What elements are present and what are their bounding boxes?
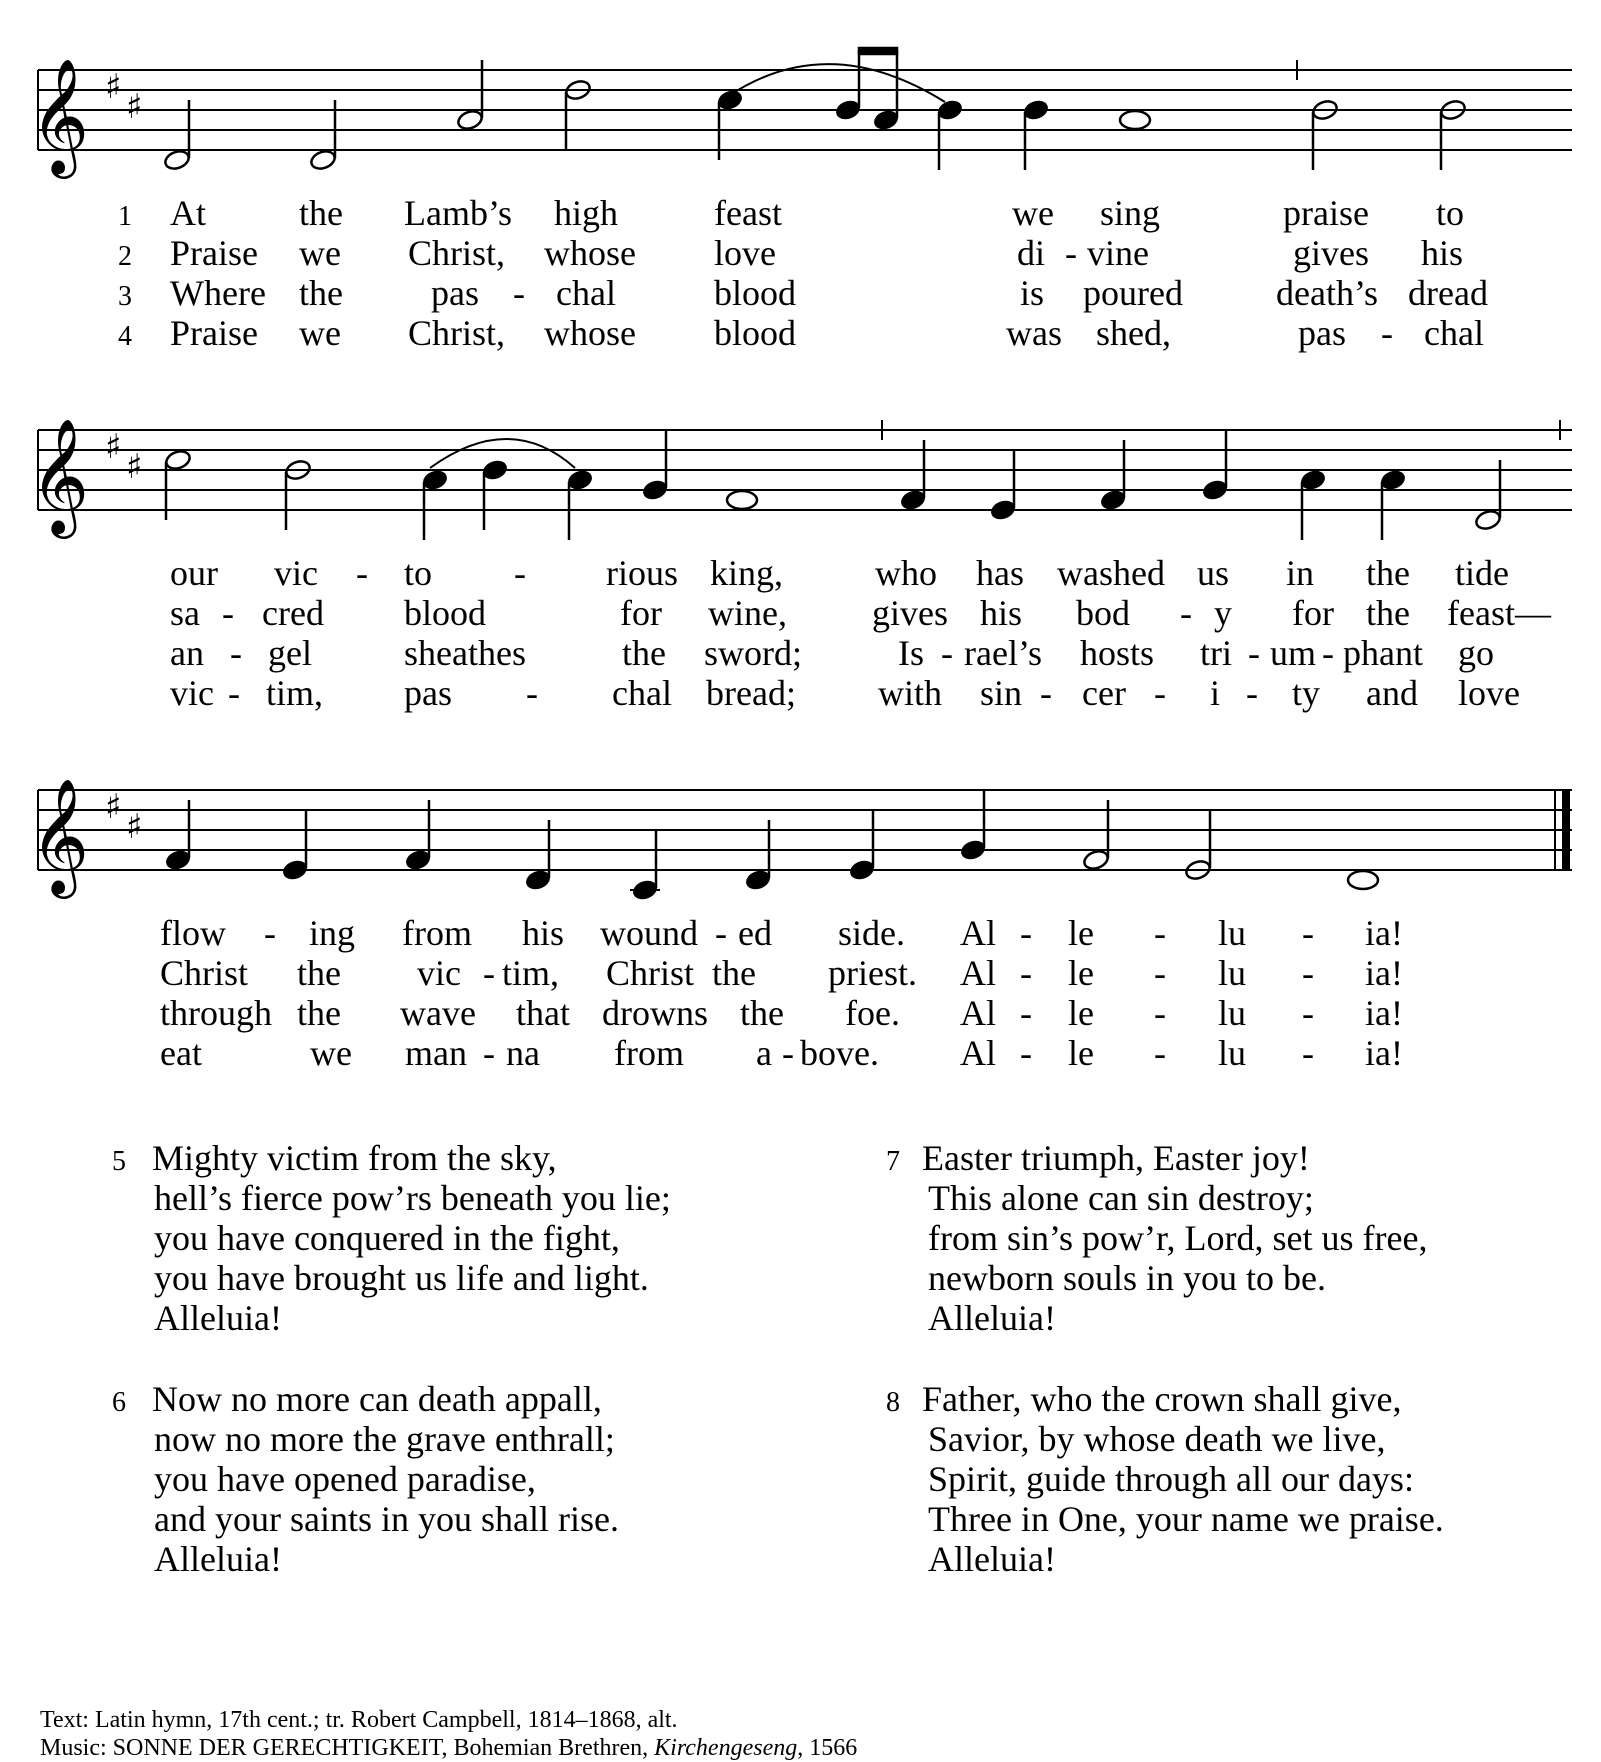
svg-text:♯: ♯ [105,67,122,107]
lyric-syllable: Praise [170,313,258,353]
lyric-syllable: us [1197,553,1230,593]
lyric-syllable: - [1302,913,1314,953]
lyric-syllable: na [506,1033,540,1073]
lyric-syllable: le [1068,913,1094,953]
lyric-syllable: tim, [502,953,560,993]
lyric-syllable: - [483,1033,495,1073]
svg-text:♯: ♯ [105,427,122,467]
lyric-syllable: - [782,1033,794,1073]
lyric-syllable: with [878,673,943,713]
lyric-syllable: chal [1424,313,1484,353]
music-system-3 [0,760,1601,900]
lyric-syllable: - [1302,993,1314,1033]
lyric-line [0,953,1601,993]
lyric-syllable: phant [1343,633,1423,673]
lyric-syllable: - [1154,993,1166,1033]
stanza-line: Alleluia! [928,1539,1056,1579]
lyric-syllable: to [404,553,433,593]
staff-1 [0,40,1601,180]
lyric-syllable: for [1292,593,1334,633]
lyric-syllable: the [1366,593,1410,633]
lyric-syllable: - [1322,633,1334,673]
lyric-syllable: vic [274,553,318,593]
lyric-syllable: vic [417,953,461,993]
verse-number: 2 [118,241,132,272]
lyric-syllable: bove. [800,1033,879,1073]
lyric-line [0,673,1601,713]
lyric-syllable: - [1381,313,1393,353]
lyric-syllable: le [1068,993,1094,1033]
lyric-syllable: man [405,1033,467,1073]
stanza-number: 7 [886,1146,900,1177]
lyric-syllable: pas [1298,313,1346,353]
stanza-line: This alone can sin destroy; [928,1178,1314,1218]
lyric-syllable: - [222,593,234,633]
lyric-syllable: - [513,273,525,313]
lyric-syllable: ed [738,913,772,953]
lyric-syllable: y [1214,593,1232,633]
lyric-syllable: gives [872,593,948,633]
lyric-syllable: Al [960,1033,996,1073]
lyric-syllable: ia! [1365,1033,1403,1073]
verse-number: 3 [118,281,132,312]
treble-clef-icon: 𝄞 [30,417,90,534]
stanza-line: Alleluia! [154,1539,282,1579]
lyric-syllable: we [310,1033,352,1073]
lyric-line [0,193,1601,233]
lyric-syllable: ia! [1365,993,1403,1033]
lyric-line [0,1033,1601,1073]
lyric-syllable: - [264,913,276,953]
lyric-syllable: wound [600,913,698,953]
lyric-syllable: bod [1076,593,1130,633]
stanza-line: Alleluia! [154,1298,282,1338]
lyric-syllable: that [516,993,570,1033]
lyric-syllable: tri [1200,633,1232,673]
lyric-syllable: from [614,1033,684,1073]
lyric-syllable: side. [838,913,905,953]
stanza-line: Easter triumph, Easter joy! [922,1138,1310,1178]
lyric-syllable: praise [1283,193,1369,233]
svg-text:♯: ♯ [126,447,143,487]
lyric-syllable: sing [1100,193,1161,233]
lyric-syllable: lu [1218,993,1247,1033]
lyric-syllable: - [1154,953,1166,993]
lyric-syllable: - [483,953,495,993]
lyric-syllable: lu [1218,953,1247,993]
music-credit-source: Kirchengeseng [654,1735,798,1761]
stanza-line: Savior, by whose death we live, [928,1419,1386,1459]
lyric-syllable: sin [980,673,1023,713]
lyric-syllable: hosts [1080,633,1155,673]
lyric-syllable: - [1246,673,1258,713]
lyric-syllable: rious [606,553,678,593]
lyric-syllable: chal [612,673,672,713]
lyric-syllable: di [1017,233,1046,273]
lyric-syllable: - [1020,913,1032,953]
stanza-line: Three in One, your name we praise. [928,1499,1444,1539]
lyric-syllable: - [1065,233,1077,273]
lyric-syllable: whose [544,313,636,353]
lyric-syllable: and [1366,673,1418,713]
text-credit: Text: Latin hymn, 17th cent.; tr. Robert Campbell, 1814–1868, alt. [40,1707,678,1733]
lyric-syllable: tim, [266,673,324,713]
lyric-syllable: blood [714,273,797,313]
lyric-syllable: foe. [845,993,900,1033]
lyric-syllable: chal [556,273,616,313]
lyric-syllable: - [356,553,368,593]
lyric-syllable: - [1020,993,1032,1033]
stanza-line: Now no more can death appall, [152,1379,602,1419]
lyric-syllable: - [941,633,953,673]
lyric-syllable: his [1421,233,1464,273]
lyric-syllable: - [514,553,526,593]
lyric-syllable: blood [404,593,487,633]
lyric-syllable: - [526,673,538,713]
lyric-syllable: the [297,953,341,993]
lyric-syllable: Where [170,273,266,313]
lyric-syllable: Al [960,953,996,993]
lyric-syllable: blood [714,313,797,353]
lyric-syllable: Al [960,993,996,1033]
lyric-syllable: - [1248,633,1260,673]
lyric-syllable: gives [1293,233,1369,273]
lyric-syllable: dread [1408,273,1488,313]
lyric-syllable: - [228,673,240,713]
lyric-syllable: - [1302,953,1314,993]
music-credit-prefix: Music: SONNE DER GERECHTIGKEIT, Bohemian Brethren, [40,1735,655,1761]
lyric-syllable: is [1020,273,1045,313]
treble-clef-icon: 𝄞 [30,57,90,174]
lyric-syllable: the [712,953,756,993]
lyric-syllable: gel [268,633,312,673]
lyric-syllable: ty [1292,673,1321,713]
stanza-line: Alleluia! [928,1298,1056,1338]
lyric-syllable: vic [170,673,214,713]
lyric-syllable: - [1302,1033,1314,1073]
lyric-syllable: - [1040,673,1052,713]
lyric-syllable: through [160,993,272,1033]
lyric-syllable: Christ, [408,313,506,353]
lyric-syllable: - [1154,673,1166,713]
lyric-syllable: for [620,593,662,633]
lyric-syllable: we [299,313,341,353]
stanza-line: you have conquered in the fight, [154,1218,620,1258]
lyric-syllable: ia! [1365,913,1403,953]
stanza-line: hell’s fierce pow’rs beneath you lie; [154,1178,671,1218]
lyric-syllable: rael’s [964,633,1042,673]
lyric-line [0,593,1601,633]
lyric-syllable: Christ [160,953,249,993]
lyric-syllable: his [980,593,1023,633]
stanza-line: Spirit, guide through all our days: [928,1459,1414,1499]
lyric-syllable: lu [1218,1033,1247,1073]
lyric-syllable: Is [898,633,924,673]
lyric-syllable: - [1154,1033,1166,1073]
lyric-syllable: love [714,233,776,273]
music-system-2 [0,400,1601,540]
music-credit [40,1734,857,1762]
lyric-syllable: our [170,553,218,593]
lyric-syllable: cred [262,593,324,633]
treble-clef-icon: 𝄞 [30,777,90,894]
lyric-syllable: the [740,993,784,1033]
lyric-syllable: - [1154,913,1166,953]
lyric-syllable: the [1366,553,1410,593]
lyric-syllable: - [1020,953,1032,993]
stanza-line: you have brought us life and light. [154,1258,649,1298]
lyric-line [0,553,1601,593]
lyric-syllable: we [299,233,341,273]
lyric-syllable: feast— [1447,593,1551,633]
lyric-syllable: ing [309,913,356,953]
credits [40,1706,857,1762]
lyric-syllable: an [170,633,204,673]
lyric-syllable: - [230,633,242,673]
lyric-syllable: has [976,553,1024,593]
lyric-syllable: in [1286,553,1315,593]
staff-3 [0,760,1601,900]
lyric-syllable: sa [170,593,200,633]
stanza-line: and your saints in you shall rise. [154,1499,619,1539]
lyric-syllable: drowns [602,993,708,1033]
lyric-syllable: le [1068,1033,1094,1073]
lyric-syllable: sword; [704,633,802,673]
lyric-syllable: was [1006,313,1062,353]
lyric-line [0,913,1601,953]
lyric-syllable: um [1270,633,1317,673]
lyric-line [0,993,1601,1033]
lyric-syllable: the [299,193,343,233]
lyric-syllable: death’s [1276,273,1378,313]
lyric-syllable: pas [404,673,452,713]
lyric-syllable: washed [1057,553,1165,593]
lyric-syllable: wave [400,993,476,1033]
lyric-syllable: the [299,273,343,313]
lyric-syllable: cer [1082,673,1126,713]
verse-number: 4 [118,321,132,352]
lyric-syllable: Praise [170,233,258,273]
staff-2 [0,400,1601,540]
lyric-syllable: who [875,553,937,593]
svg-text:♯: ♯ [126,807,143,847]
lyric-syllable: from [402,913,472,953]
lyric-line [0,633,1601,673]
stanza-line: you have opened paradise, [154,1459,536,1499]
lyric-syllable: to [1436,193,1465,233]
stanza-number: 8 [886,1387,900,1418]
lyric-syllable: king, [710,553,784,593]
lyric-syllable: whose [544,233,636,273]
lyric-syllable: pas [431,273,479,313]
lyric-syllable: poured [1083,273,1183,313]
lyric-syllable: - [1020,1033,1032,1073]
lyric-syllable: Al [960,913,996,953]
lyric-syllable: his [522,913,565,953]
lyric-syllable: Christ [606,953,695,993]
lyric-syllable: eat [160,1033,202,1073]
lyric-syllable: - [715,913,727,953]
lyric-syllable: love [1458,673,1520,713]
stanza-line: newborn souls in you to be. [928,1258,1326,1298]
stanza-number: 6 [112,1387,126,1418]
lyric-syllable: shed, [1096,313,1171,353]
lyric-syllable: ia! [1365,953,1403,993]
stanza-line: Mighty victim from the sky, [152,1138,557,1178]
stanza-line: now no more the grave enthrall; [154,1419,615,1459]
lyric-syllable: vine [1087,233,1149,273]
lyric-syllable: flow [160,913,226,953]
lyric-line [0,313,1601,353]
music-credit-suffix: , 1566 [797,1735,858,1761]
lyric-line [0,233,1601,273]
lyric-syllable: go [1458,633,1494,673]
lyric-syllable: priest. [828,953,917,993]
stanza-number: 5 [112,1146,126,1177]
lyric-syllable: le [1068,953,1094,993]
lyric-syllable: - [1180,593,1192,633]
lyric-syllable: high [554,193,619,233]
verse-number: 1 [118,201,132,232]
svg-text:♯: ♯ [126,87,143,127]
lyric-syllable: lu [1218,913,1247,953]
svg-text:♯: ♯ [105,787,122,827]
lyric-syllable: bread; [706,673,796,713]
lyric-syllable: tide [1455,553,1509,593]
lyric-syllable: we [1012,193,1054,233]
lyric-syllable: a [756,1033,772,1073]
lyric-syllable: sheathes [404,633,526,673]
lyric-syllable: i [1210,673,1221,713]
lyric-syllable: Lamb’s [404,193,512,233]
stanza-line: from sin’s pow’r, Lord, set us free, [928,1218,1428,1258]
lyric-syllable: feast [714,193,782,233]
lyric-syllable: the [622,633,666,673]
lyric-syllable: Christ, [408,233,506,273]
stanza-line: Father, who the crown shall give, [922,1379,1402,1419]
lyric-syllable: At [170,193,206,233]
lyric-syllable: wine, [708,593,787,633]
lyric-line [0,273,1601,313]
lyric-syllable: the [297,993,341,1033]
music-system-1 [0,40,1601,180]
